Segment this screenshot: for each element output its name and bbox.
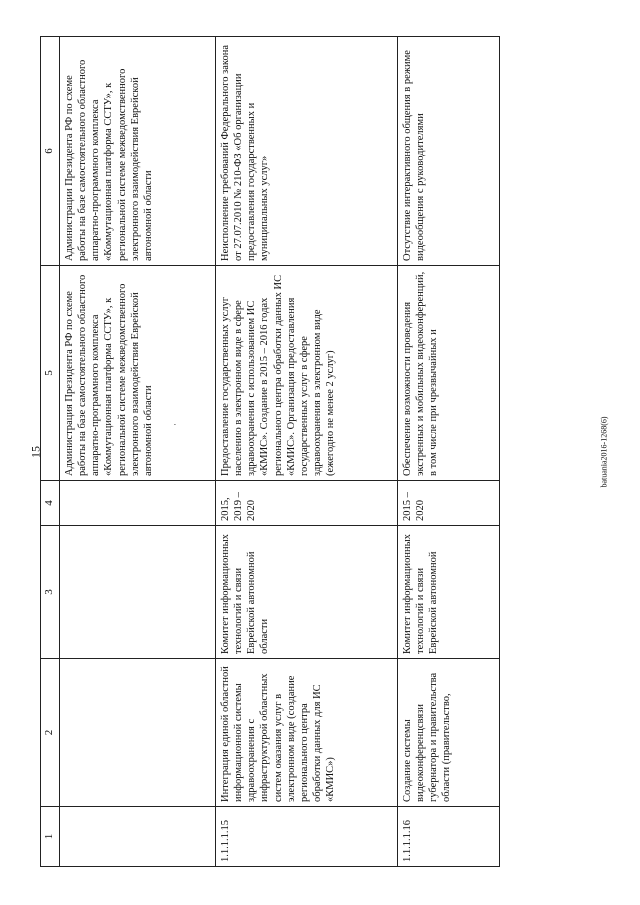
consequences-cell: Отсутствие интерактивного общения в режиме видеообщения с руководителями xyxy=(398,37,500,266)
col-2-header: 2 xyxy=(41,659,60,807)
footer-code: batuania2016-1268(6) xyxy=(599,416,609,488)
table-row xyxy=(60,37,216,867)
executor-cell: Комитет информационных технологий и связи Еврейской автономной области xyxy=(216,526,398,659)
event-cell xyxy=(60,423,216,807)
col-6-header: 6 xyxy=(41,37,60,266)
result-cell: Администрация Президента РФ по схеме работы на базе самостоятельного областного аппаратно-программного комплекса «Коммутационная платформа ССТУ», к региональной системе межведомственного электронного взаимодействия Еврейской автономной области xyxy=(60,266,216,481)
event-cell: Создание системы видеоконференцсвязи губернатора и правительства области (правительство, xyxy=(398,659,500,807)
row-number: 1.1.1.1.15 xyxy=(216,807,398,867)
result-cell: Предоставление государственных услуг населению в электронном виде в сфере здравоохранения с использованием ИС «КМИС». Создание в 2015 – 2016 годах регионального центра обработки данных ИС «КМИС». Организация предоставления государственных услуг в сфере здравоохранения в электронном виде (ежегодно не менее 2 услуг) xyxy=(216,266,398,481)
consequences-cell: Неисполнение требований Федерального закона от 27.07.2010 № 210-ФЗ «Об организации предоставления государственных и муниципальных услуг» xyxy=(216,37,398,266)
result-cell: Обеспечение возможности проведения экстренных и мобильных видеоконференций, в том числе при чрезвычайных и xyxy=(398,266,500,481)
col-4-header: 4 xyxy=(41,481,60,526)
table-row xyxy=(398,37,500,867)
program-table xyxy=(40,36,500,867)
period-cell: 2015 – 2020 xyxy=(398,481,500,526)
consequences-cell: Администрации Президента РФ по схеме работы на базе самостоятельного областного аппаратно-программного комплекса «Коммутационная платформа ССТУ», к региональной системе межведомственного электронного взаимодействия Еврейской автономной области xyxy=(60,37,216,266)
executor-cell xyxy=(60,526,216,659)
event-cell: Интеграция единой областной информационной системы здравоохранения с инфраструктурой областных систем оказания услуг в электронном виде (создание регионального центра обработки данных для ИС «КМИС») xyxy=(216,659,398,807)
col-5-header: 5 xyxy=(41,266,60,481)
row-number xyxy=(60,807,216,867)
period-cell xyxy=(60,481,216,526)
stray-mark: · xyxy=(170,423,180,426)
col-1-header: 1 xyxy=(41,807,60,867)
period-cell: 2015, 2019 – 2020 xyxy=(216,481,398,526)
executor-cell: Комитет информационных технологий и связи Еврейской автономной xyxy=(398,526,500,659)
rotated-page-content xyxy=(40,37,600,867)
header-row xyxy=(41,37,60,867)
col-3-header: 3 xyxy=(41,526,60,659)
row-number: 1.1.1.1.16 xyxy=(398,807,500,867)
page-number: 15 xyxy=(28,446,43,458)
table-row xyxy=(216,37,398,867)
